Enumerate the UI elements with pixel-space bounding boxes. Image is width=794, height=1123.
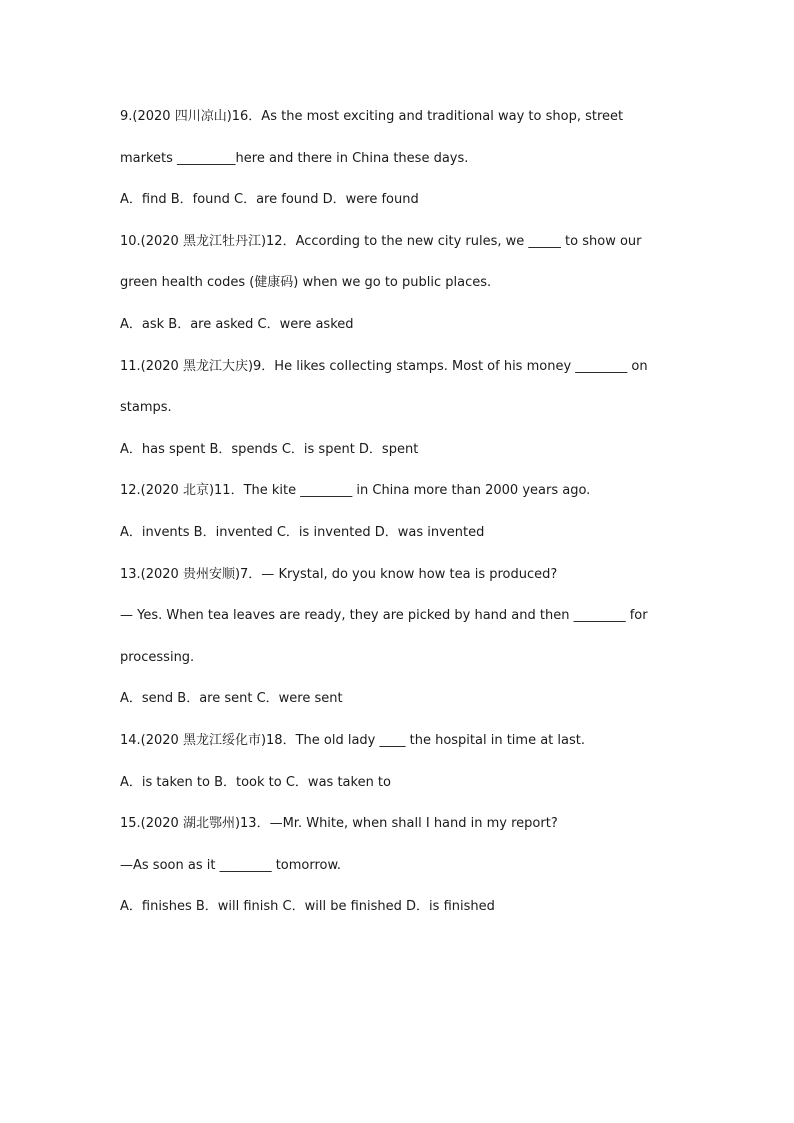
question-stem: —As soon as it ________ tomorrow.	[120, 857, 342, 873]
answer-options: A．find B．found C．are found D．were found	[120, 192, 419, 208]
answer-options: A．invents B．invented C．is invented D．was invented	[120, 524, 485, 540]
question-list	[120, 104, 680, 936]
question-stem: 10.(2020 黑龙江牡丹江)12．According to the new city rules, we _____ to show our	[120, 233, 642, 249]
question-15	[120, 811, 680, 936]
question-11	[120, 354, 680, 479]
question-9	[120, 104, 680, 229]
answer-options: A．send B．are sent C．were sent	[120, 691, 343, 707]
question-stem: stamps.	[120, 400, 172, 416]
question-13	[120, 562, 680, 728]
question-stem: 15.(2020 湖北鄂州)13．—Mr. White, when shall I hand in my report?	[120, 816, 558, 832]
question-stem: markets _________here and there in China these days.	[120, 150, 469, 166]
question-stem: 12.(2020 北京)11．The kite ________ in China more than 2000 years ago.	[120, 483, 591, 499]
question-12	[120, 478, 680, 561]
question-stem: 9.(2020 四川凉山)16．As the most exciting and traditional way to shop, street	[120, 109, 624, 124]
answer-options: A．is taken to B．took to C．was taken to	[120, 774, 391, 790]
question-stem: — Yes. When tea leaves are ready, they are picked by hand and then ________ for	[120, 608, 648, 624]
answer-options: A．finishes B．will finish C．will be finished D．is finished	[120, 899, 495, 915]
answer-options: A．has spent B．spends C．is spent D．spent	[120, 441, 419, 457]
question-stem: processing.	[120, 649, 195, 665]
question-stem: 11.(2020 黑龙江大庆)9．He likes collecting stamps. Most of his money ________ on	[120, 358, 648, 374]
question-10	[120, 229, 680, 354]
question-stem: green health codes (健康码) when we go to public places.	[120, 275, 492, 291]
question-14	[120, 728, 680, 811]
answer-options: A．ask B．are asked C．were asked	[120, 316, 354, 332]
question-stem: 13.(2020 贵州安顺)7．— Krystal, do you know how tea is produced?	[120, 566, 558, 582]
question-stem: 14.(2020 黑龙江绥化市)18．The old lady ____ the hospital in time at last.	[120, 732, 585, 748]
